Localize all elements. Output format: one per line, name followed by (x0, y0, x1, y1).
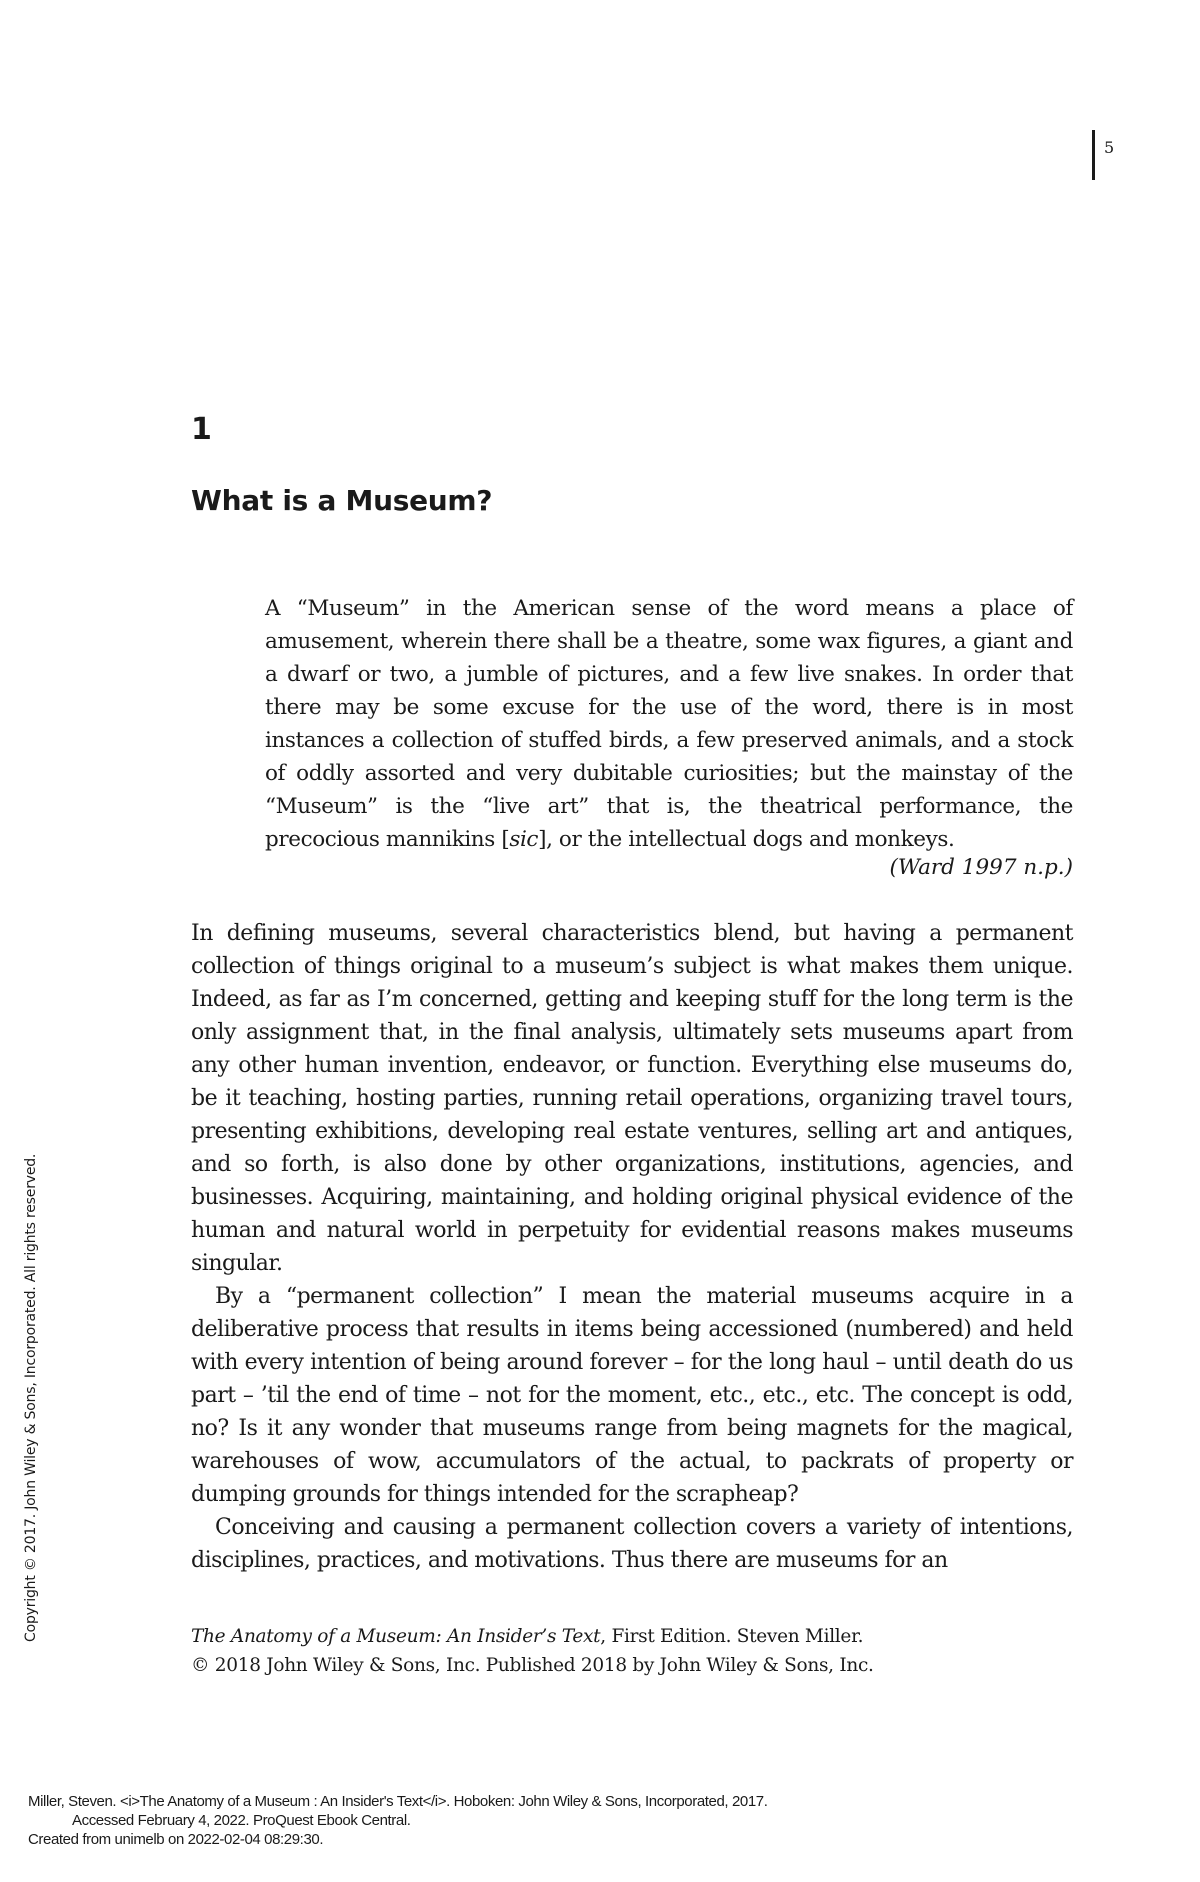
page-number: 5 (1104, 138, 1115, 157)
body-text (191, 917, 1073, 1577)
chapter-number: 1 (191, 412, 212, 447)
footer-citation (28, 1792, 768, 1849)
epigraph-sic: sic (509, 827, 539, 852)
footer-created-line: Created from unimelb on 2022-02-04 08:29:30. (28, 1831, 324, 1848)
footer-access-line: Accessed February 4, 2022. ProQuest Ebook Central. (72, 1812, 411, 1829)
book-credit-line (191, 1622, 874, 1651)
book-copyright: © 2018 John Wiley & Sons, Inc. Published 2018 by John Wiley & Sons, Inc. (191, 1655, 874, 1676)
body-paragraph: Conceiving and causing a permanent collection covers a variety of intentions, disciplines, practices, and motivations. Thus there are museums for an (191, 1515, 1073, 1573)
footer-citation-line: Miller, Steven. <i>The Anatomy of a Museum : An Insider's Text</i>. Hoboken: John Wiley & Sons, Incorporated, 2017. (28, 1793, 768, 1810)
body-paragraph: By a “permanent collection” I mean the material museums acquire in a deliberative process that results in items being accessioned (numbered) and held with every intention of being around forever – for the long haul – until death do us part – ’til the end of time – not for the moment, etc., etc., etc. The concept is odd, no? Is it any wonder that museums range from being magnets for the magical, warehouses of wow, accumulators of the actual, to packrats of property or dumping grounds for things intended for the scrapheap? (191, 1284, 1073, 1507)
epigraph-text: A “Museum” in the American sense of the word means a place of amusement, wherein there shall be a theatre, some wax figures, a giant and a dwarf or two, a jumble of pictures, and a few live snakes. In order that there may be some excuse for the use of the word, there is in most instances a collection of stuffed birds, a few preserved animals, and a stock of oddly assorted and very dubitable curiosities; but the mainstay of the “Museum” is the “live art” that is, the theatrical performance, the precocious mannikins [ (265, 596, 1073, 852)
book-credit (191, 1622, 874, 1680)
book-edition-author: , First Edition. Steven Miller. (600, 1626, 864, 1647)
epigraph-source: (Ward 1997 n.p.) (889, 855, 1073, 880)
page-number-rule (1092, 130, 1095, 180)
body-paragraph: In defining museums, several characteristics blend, but having a permanent collection of things original to a museum’s subject is what makes them unique. Indeed, as far as I’m concerned, getting and keeping stuff for the long term is the only assignment that, in the final analysis, ultimately sets museums apart from any other human invention, endeavor, or function. Everything else museums do, be it teaching, hosting parties, running retail operations, organizing travel tours, presenting exhibitions, developing real estate ventures, selling art and antiques, and so forth, is also done by other organizations, institutions, agencies, and businesses. Acquiring, maintaining, and holding original physical evidence of the human and natural world in perpetuity for evidential reasons makes museums singular. (191, 921, 1073, 1276)
epigraph-quote (265, 592, 1073, 856)
book-title: The Anatomy of a Museum: An Insider’s Text (191, 1626, 601, 1647)
epigraph-text-end: ], or the intellectual dogs and monkeys. (538, 827, 955, 852)
sidebar-copyright: Copyright © 2017. John Wiley & Sons, Incorporated. All rights reserved. (23, 1153, 39, 1642)
chapter-title: What is a Museum? (191, 484, 493, 517)
